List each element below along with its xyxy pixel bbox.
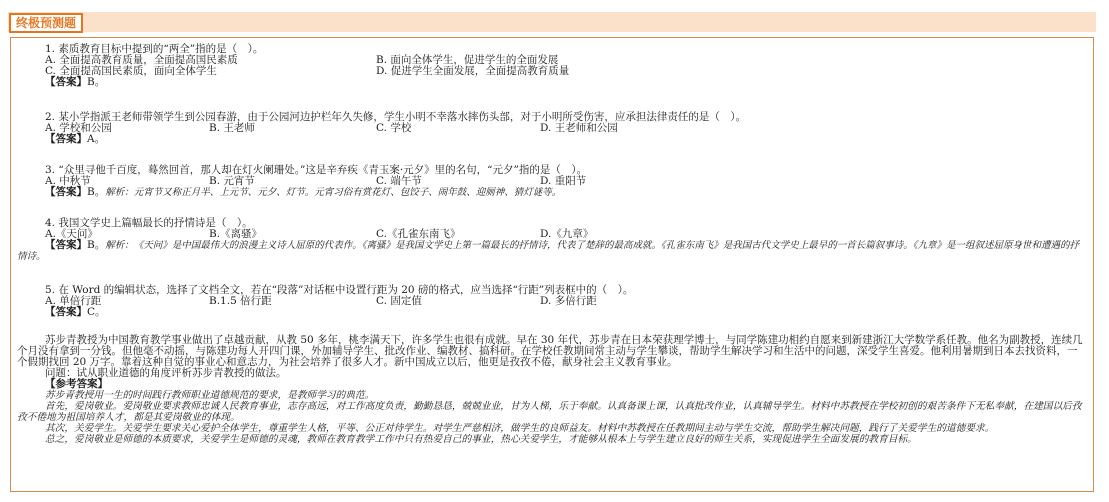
answer-tag: 【答案】 [45,239,87,251]
option-c: C.《孔雀东南飞》 [376,228,461,240]
option-b: B.1.5 倍行距 [209,295,272,307]
answer-explanation: 解析：《天问》是中国最伟大的浪漫主义诗人屈原的代表作。《离骚》是我国文学史上第一篇最长的抒情诗，代表了楚辞的最高成就。《孔雀东南飞》是我国古代文学史上最早的一首长篇叙事诗。《九章》是一组叙述屈原身世和遭遇的抒情诗。 [17,240,1079,262]
options-row [27,66,1087,77]
option-c: C. 学校 [376,122,412,134]
question-stem: 2. 某小学指派王老师带领学生到公园春游，由于公园河边护栏年久失修，学生小明不幸落水摔伤头部，对于小明所受伤害，应承担法律责任的是（ ）。 [45,111,747,123]
answer-value: B。 [87,239,106,251]
question-5 [27,285,1087,318]
answer-value: A。 [87,133,106,145]
option-a: A.《天问》 [45,228,98,240]
question-stem: 4. 我国文学史上篇幅最长的抒情诗是（ ）。 [45,217,253,229]
reference-answer-paragraph: 其次，关爱学生。关爱学生要求关心爱护全体学生，尊重学生人格，平等、公正对待学生。对学生严慈相济，做学生的良师益友。材料中苏教授在任教期间主动与学生交流，帮助学生解决问题，践行了关爱学生的道德要求。 [45,423,995,434]
options-row [27,176,1087,187]
option-d: D. 多倍行距 [540,295,597,307]
option-d: D. 重阳节 [540,175,587,187]
option-c: C. 端午节 [376,175,422,187]
option-b: B. 元宵节 [209,175,255,187]
question-stem: 5. 在 Word 的编辑状态，选择了文档全文，若在“段落”对话框中设置行距为 20 磅的格式，应当选择“行距”列表框中的（ ）。 [45,284,634,296]
options-row [27,296,1087,307]
answer-tag: 【答案】 [45,186,87,198]
question-stem: 3. “众里寻他千百度，蓦然回首，那人却在灯火阑珊处。”这是辛弃疾《青玉案·元夕》里的名句，“元夕”指的是（ ）。 [45,164,588,176]
options-row [27,123,1087,134]
answer-tag: 【答案】 [45,306,87,318]
essay-material: 苏步青教授为中国教育教学事业做出了卓越贡献，从教 50 多年，桃李满天下，许多学生也很有成就。早在 30 年代，苏步青在日本荣获理学博士，与同学陈建功相约自愿来到新建浙江大学数学系任教。他名为副教授，连续几个月没有拿到一分钱。但他毫不动摇，与陈建功每人开四门课，外加辅导学生、批改作业、编教材、搞科研。在学校任教期间常主动与学生攀谈，帮助学生解决学习和生活中的问题，深受学生喜爱。他利用暑期到日本去找资料，一个假期找回 20 万字。靠着这种自觉的事业心和意志力，为社会培养了很多人才。新中国成立以后，他更是孜孜不倦，献身社会主义教育事业。 [17,334,1083,368]
section-title: 终极预测题 [9,13,83,33]
option-b: B. 王老师 [209,122,255,134]
header-band [8,12,1096,32]
option-a: A. 全面提高教育质量，全面提高国民素质 [45,54,238,66]
essay-section [17,335,1087,445]
reference-answer-tag: 【参考答案】 [45,378,108,390]
answer-line [27,187,1087,198]
answer-explanation: 解析：元宵节又称正月半、上元节、元夕、灯节。元宵习俗有赏花灯、包饺子、闹年鼓、迎厕神、猜灯谜等。 [105,187,562,198]
option-c: C. 全面提高国民素质，面向全体学生 [45,65,217,77]
answer-tag: 【答案】 [45,76,87,88]
answer-value: B。 [87,186,106,198]
option-a: A. 学校和公园 [45,122,112,134]
option-a: A. 单倍行距 [45,295,102,307]
answer-value: B。 [87,76,106,88]
answer-line [27,134,1087,145]
option-d: D. 王老师和公园 [540,122,618,134]
answer-tag: 【答案】 [45,133,87,145]
options-row [27,229,1087,240]
content-box [10,37,1094,492]
option-b: B.《离骚》 [209,228,263,240]
essay-question: 问题：试从职业道德的角度评析苏步青教授的做法。 [45,367,287,379]
question-2 [27,112,1087,145]
answer-value: C。 [87,306,106,318]
option-d: D.《九章》 [540,228,594,240]
option-d: D. 促进学生全面发展，全面提高教育质量 [376,65,570,77]
reference-answer-paragraph: 总之，爱岗敬业是师德的本质要求，关爱学生是师德的灵魂，教师在教育教学工作中只有热爱自己的事业，热心关爱学生，才能够从根本上与学生建立良好的师生关系，实现促进学生全面发展的教育目标。 [45,434,917,445]
question-1 [27,44,1087,88]
answer-line [27,77,1087,88]
question-stem: 1. 素质教育目标中提到的“两全”指的是（ ）。 [45,43,264,55]
option-c: C. 固定值 [376,295,422,307]
option-a: A. 中秋节 [45,175,91,187]
answer-line [27,307,1087,318]
question-3 [27,165,1087,198]
reference-answer-paragraph: 苏步青教授用一生的时间践行教师职业道德规范的要求，是教师学习的典范。 [45,390,375,401]
option-b: B. 面向全体学生，促进学生的全面发展 [376,54,559,66]
reference-answer-paragraph: 首先，爱岗敬业。爱岗敬业要求教师忠诚人民教育事业，志存高远，对工作高度负责，勤勤恳恳，兢兢业业，甘为人梯，乐于奉献。认真备课上课，认真批改作业，认真辅导学生。材料中苏教授在学校初创的艰苦条件下无私奉献，在建国以后孜孜不倦地为祖国培养人才，都是其爱岗敬业的体现。 [17,401,1082,423]
question-4 [17,217,1087,262]
answer-line [17,240,1087,262]
